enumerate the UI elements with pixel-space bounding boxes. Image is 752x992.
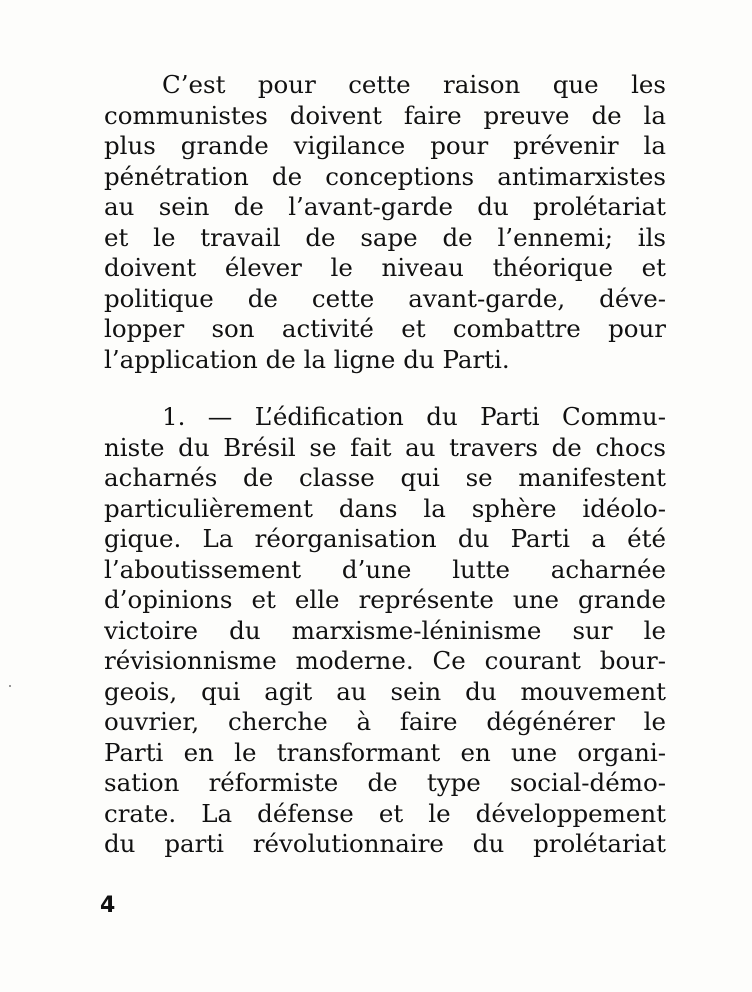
text-line: victoire du marxisme-léninisme sur le bbox=[104, 615, 666, 645]
text-line: du parti révolutionnaire du prolétariat bbox=[104, 829, 666, 858]
scan-speck bbox=[9, 685, 11, 687]
page-number: 4 bbox=[100, 893, 116, 918]
text-line: particulièrement dans la sphère idéolo- bbox=[104, 493, 666, 523]
text-line: d’opinions et elle représente une grande bbox=[104, 585, 666, 614]
text-line: communistes doivent faire preuve de la bbox=[104, 100, 666, 130]
text-line: crate. La défense et le développement bbox=[104, 798, 666, 828]
text-line: lopper son activité et combattre pour bbox=[104, 314, 666, 343]
text-line: révisionnisme moderne. Ce courant bour- bbox=[104, 646, 666, 675]
text-line: Parti en le transformant en une organi- bbox=[104, 737, 666, 767]
text-line: C’est pour cette raison que les bbox=[162, 70, 666, 99]
text-line: au sein de l’avant-garde du prolétariat bbox=[104, 192, 666, 221]
text-line: 1. — L’édification du Parti Commu- bbox=[162, 402, 666, 431]
text-line: et le travail de sape de l’ennemi; ils bbox=[104, 222, 666, 252]
text-line: politique de cette avant-garde, déve- bbox=[104, 283, 666, 313]
paragraph-2 bbox=[104, 402, 666, 860]
text-line: doivent élever le niveau théorique et bbox=[104, 253, 666, 282]
text-line: l’application de la ligne du Parti. bbox=[104, 344, 510, 374]
paragraph-1 bbox=[104, 70, 666, 375]
text-line: acharnés de classe qui se manifestent bbox=[104, 463, 666, 492]
text-line: niste du Brésil se fait au travers de chocs bbox=[104, 432, 666, 462]
text-line: pénétration de conceptions antimarxistes bbox=[104, 161, 666, 191]
text-line: geois, qui agit au sein du mouvement bbox=[104, 676, 666, 706]
text-line: gique. La réorganisation du Parti a été bbox=[104, 524, 666, 553]
text-line: l’aboutissement d’une lutte acharnée bbox=[104, 554, 666, 584]
text-line: plus grande vigilance pour prévenir la bbox=[104, 131, 666, 160]
text-line: sation réformiste de type social-démo- bbox=[104, 768, 666, 797]
text-line: ouvrier, cherche à faire dégénérer le bbox=[104, 707, 666, 736]
